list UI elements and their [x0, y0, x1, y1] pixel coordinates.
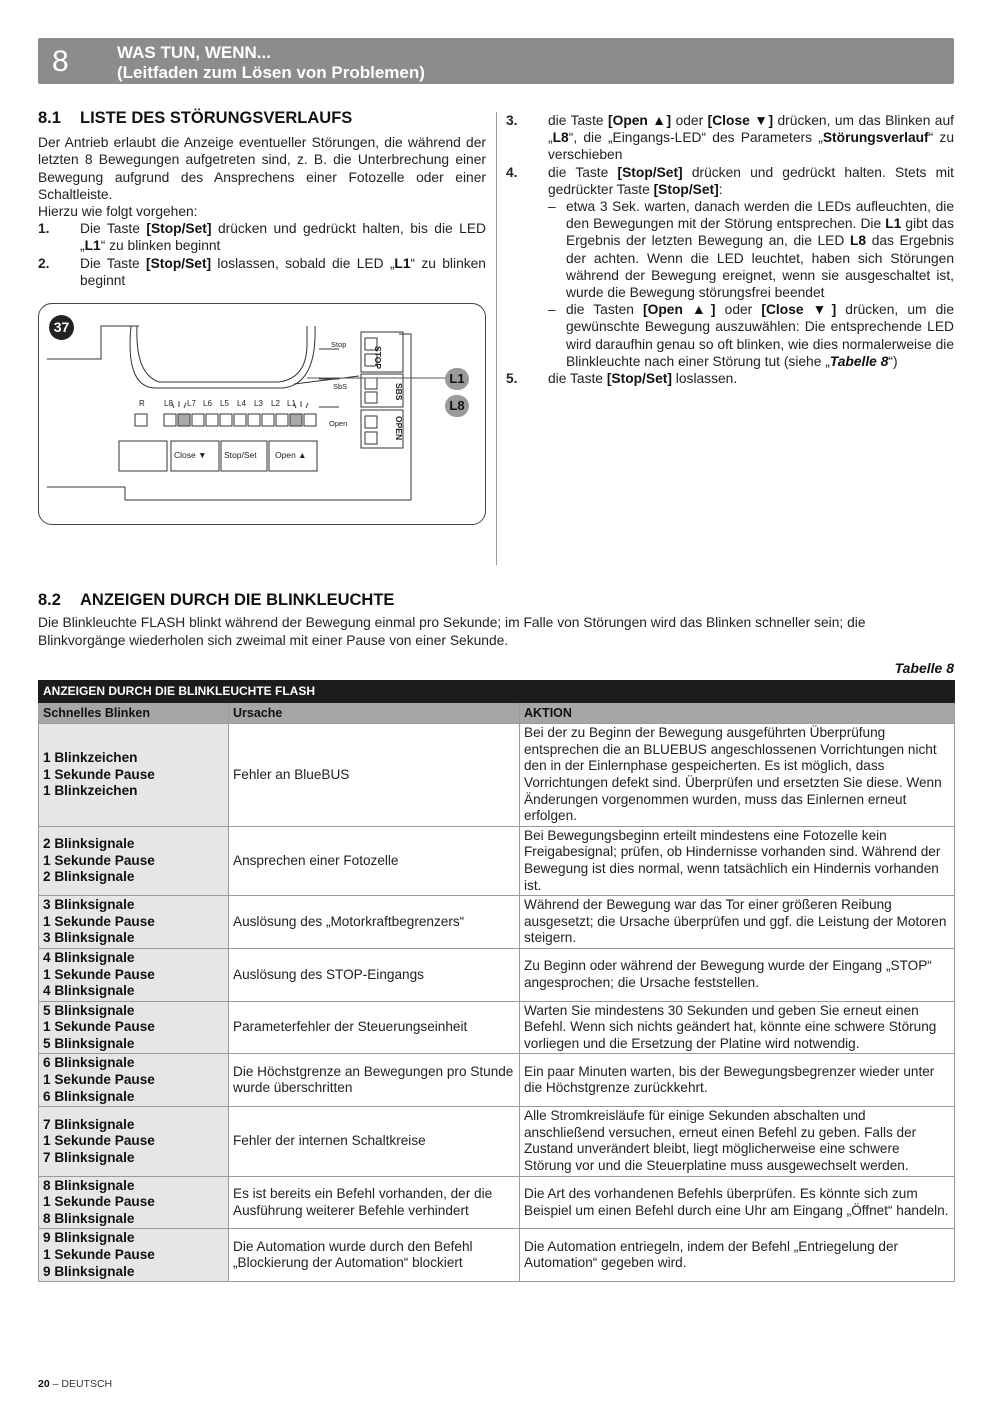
- terminal-label-sbs: SbS: [333, 382, 348, 391]
- section-8-1-heading: 8.1 LISTE DES STÖRUNGSVERLAUFS: [38, 109, 353, 127]
- blink-pattern-cell: [39, 826, 229, 895]
- table-caption: Tabelle 8: [894, 660, 954, 676]
- section-8-2: [38, 592, 954, 649]
- blink-pattern-line: 8 Blinksignale: [43, 1210, 135, 1226]
- table-row: [39, 724, 955, 827]
- blink-pattern-line: 3 Blinksignale: [43, 930, 135, 946]
- cause-cell: Fehler an BlueBUS: [229, 724, 520, 827]
- blink-pattern-line: 6 Blinksignale: [43, 1055, 135, 1071]
- blink-pattern-line: 8 Blinksignale: [43, 1177, 135, 1193]
- callout-l8: L8: [445, 395, 469, 417]
- figure-number-badge: 37: [49, 315, 74, 340]
- blink-pattern-line: 1 Blinkzeichen: [43, 750, 138, 766]
- steps-list-left: [38, 220, 486, 289]
- blink-pattern-line: 1 Sekunde Pause: [43, 1072, 155, 1088]
- cause-cell: Die Höchstgrenze an Bewegungen pro Stunde wurde überschritten: [229, 1054, 520, 1107]
- step-4-substeps: [548, 198, 954, 370]
- blink-pattern-line: 6 Blinksignale: [43, 1088, 135, 1104]
- blink-pattern-line: 9 Blinksignale: [43, 1230, 135, 1246]
- blink-pattern-cell: [39, 1054, 229, 1107]
- step-1: 1. Die Taste [Stop/Set] drücken und gedrückt halten, bis die LED „L1“ zu blinken beginnt: [38, 221, 486, 254]
- figure-37-control-unit: [38, 303, 486, 525]
- action-cell: Bei der zu Beginn der Bewegung ausgeführten Überprüfung entsprechen die an BLUEBUS angeschlossenen Vorrichtungen nicht den in der Einlernphase gespeicherten. Es ist möglich, dass Vorrichtungen defekt sind. Überprüfen und ersetzten Sie diese. Wenn Änderungen vorgenommen wurden, muss das Einlernen erneut erfolgen.: [520, 724, 955, 827]
- action-cell: Während der Bewegung war das Tor einer größeren Reibung ausgesetzt; die Ursache überprüfen und ggf. die Leistung der Motoren steigern.: [520, 896, 955, 949]
- header-cause: Ursache: [229, 702, 520, 724]
- page-number: 20: [38, 1378, 50, 1390]
- table-row: [39, 826, 955, 895]
- table-row: [39, 1054, 955, 1107]
- open-button-label: Open ▲: [275, 450, 307, 460]
- blink-pattern-cell: [39, 1001, 229, 1054]
- blink-pattern-line: 1 Blinkzeichen: [43, 783, 138, 799]
- blink-pattern-line: 7 Blinksignale: [43, 1116, 135, 1132]
- action-cell: Alle Stromkreisläufe für einige Sekunden abschalten und anschließend versuchen, erneut einen Befehl zu geben. Falls der Zustand unverändert bleibt, liegt möglicherweise eine schwere Störung vor und die Steuerplatine muss ausgewechselt werden.: [520, 1107, 955, 1176]
- section-8-2-heading: 8.2 ANZEIGEN DURCH DIE BLINKLEUCHTE: [38, 591, 395, 609]
- blink-pattern-line: 1 Sekunde Pause: [43, 913, 155, 929]
- terminal-label-stop: Stop: [331, 340, 347, 349]
- section-8-1-intro2: Hierzu wie folgt vorgehen:: [38, 204, 198, 220]
- table-title-row: [39, 681, 955, 703]
- section-8-1-right-column: [506, 112, 954, 387]
- action-cell: Die Automation entriegeln, indem der Befehl „Entriegelung der Automation“ gegeben wird.: [520, 1229, 955, 1282]
- blink-pattern-line: 1 Sekunde Pause: [43, 1133, 155, 1149]
- terminal-block-stop: STOP: [373, 346, 383, 369]
- cause-cell: Parameterfehler der Steuerungseinheit: [229, 1001, 520, 1054]
- table-title: ANZEIGEN DURCH DIE BLINKLEUCHTE FLASH: [39, 681, 955, 703]
- action-cell: Die Art des vorhandenen Befehls überprüfen. Es könnte sich zum Beispiel um einen Befehl durch eine Uhr am Eingang „Öffnet“ handeln.: [520, 1176, 955, 1229]
- header-blink: Schnelles Blinken: [39, 702, 229, 724]
- blink-pattern-line: 4 Blinksignale: [43, 949, 135, 965]
- blink-pattern-line: 4 Blinksignale: [43, 983, 135, 999]
- page-footer: [38, 1378, 112, 1390]
- close-button-label: Close ▼: [174, 450, 207, 460]
- blink-pattern-cell: [39, 1107, 229, 1176]
- blink-pattern-line: 3 Blinksignale: [43, 897, 135, 913]
- blink-pattern-line: 1 Sekunde Pause: [43, 852, 155, 868]
- table-row: [39, 948, 955, 1001]
- blink-pattern-line: 2 Blinksignale: [43, 836, 135, 852]
- table-row: [39, 1001, 955, 1054]
- blink-pattern-cell: [39, 724, 229, 827]
- chapter-title-line2: (Leitfaden zum Lösen von Problemen): [117, 63, 425, 82]
- step-2: 2. Die Taste [Stop/Set] loslassen, sobald die LED „L1“ zu blinken beginnt: [38, 255, 486, 288]
- cause-cell: Die Automation wurde durch den Befehl „Blockierung der Automation“ blockiert: [229, 1229, 520, 1282]
- led-label-l1: L1: [287, 399, 296, 408]
- action-cell: Ein paar Minuten warten, bis der Bewegungsbegrenzer wieder unter die Höchstgrenze zurückkehrt.: [520, 1054, 955, 1107]
- cause-cell: Auslösung des „Motorkraftbegrenzers“: [229, 896, 520, 949]
- chapter-title-line1: WAS TUN, WENN...: [117, 43, 271, 62]
- led-label-r: R: [139, 399, 145, 408]
- substep-select: – die Tasten [Open ▲] oder [Close ▼] drücken, um die gewünschte Bewegung auszuwählen: Die entsprechende LED wird daraufhin genau so oft blinken, wie dies normalerweise die Blinkleuchte nach einer Störung tut (siehe „Tabelle 8“): [548, 302, 955, 369]
- terminal-block-sbs: SBS: [394, 383, 404, 401]
- blink-pattern-line: 1 Sekunde Pause: [43, 1019, 155, 1035]
- callout-l1: L1: [445, 368, 469, 390]
- step-4: 4. die Taste [Stop/Set] drücken und gedrückt halten. Stets mit gedrückter Taste [Stop/Set]: – etwa 3 Sek. warten, danach werden die LEDs aufleuchten, die den Bewegungen mit der Störung entsprechen. Die L1 gibt das Ergebnis der letzten Bewegung an, die LED L8 das Ergebnis der achten. Wenn die LED leuchtet, haben sich Störungen während der Bewegung ereignet, wenn sie ausgeschaltet ist, wurde die Bewegung störungsfrei beendet – die Tasten [Open ▲] oder [Close ▼] drücken, um die gewünschte Bewegung auszuwählen: Die entsprechende LED wird daraufhin genau so oft blinken, wie dies normalerweise die Blinkleuchte nach einer Störung tut (siehe „Tabelle 8“): [506, 164, 955, 369]
- section-8-1-left-column: [38, 110, 486, 289]
- blink-pattern-line: 1 Sekunde Pause: [43, 966, 155, 982]
- blink-pattern-cell: [39, 896, 229, 949]
- blink-pattern-cell: [39, 948, 229, 1001]
- action-cell: Warten Sie mindestens 30 Sekunden und geben Sie erneut einen Befehl. Wenn sich nichts geändert hat, könnte eine schwere Störung vorliegen und die Ersetzung der Platine wird notwendig.: [520, 1001, 955, 1054]
- cause-cell: Ansprechen einer Fotozelle: [229, 826, 520, 895]
- blink-pattern-line: 1 Sekunde Pause: [43, 1194, 155, 1210]
- cause-cell: Es ist bereits ein Befehl vorhanden, der die Ausführung weiterer Befehle verhindert: [229, 1176, 520, 1229]
- header-action: AKTION: [520, 702, 955, 724]
- substep-wait: – etwa 3 Sek. warten, danach werden die LEDs aufleuchten, die den Bewegungen mit der Störung entsprechen. Die L1 gibt das Ergebnis der letzten Bewegung an, die LED L8 das Ergebnis der achten. Wenn die LED leuchtet, haben sich Störungen während der Bewegung ereignet, wenn sie ausgeschaltet ist, wurde die Bewegung störungsfrei beendet: [548, 199, 955, 301]
- column-divider: [496, 112, 497, 565]
- blink-pattern-line: 7 Blinksignale: [43, 1149, 135, 1165]
- section-8-1-intro: Der Antrieb erlaubt die Anzeige eventueller Störungen, die während der letzten 8 Bewegungen aufgetreten sind, z. B. die Unterbrechung einer Bewegung aufgrund des Ansprechens einer Fotozelle oder einer Schaltleiste.: [38, 135, 486, 202]
- control-unit-illustration: [39, 304, 487, 526]
- stop-set-button-label: Stop/Set: [224, 450, 257, 460]
- led-label-l8: L8: [164, 399, 173, 408]
- action-cell: Zu Beginn oder während der Bewegung wurde der Eingang „STOP“ angesprochen; die Ursache feststellen.: [520, 948, 955, 1001]
- blink-pattern-line: 2 Blinksignale: [43, 869, 135, 885]
- blink-pattern-line: 5 Blinksignale: [43, 1002, 135, 1018]
- cause-cell: Auslösung des STOP-Eingangs: [229, 948, 520, 1001]
- table-row: [39, 1229, 955, 1282]
- step-5: 5. die Taste [Stop/Set] loslassen.: [506, 371, 738, 387]
- chapter-header: [38, 38, 954, 84]
- cause-cell: Fehler der internen Schaltkreise: [229, 1107, 520, 1176]
- table-row: [39, 896, 955, 949]
- led-label-l4: L4: [237, 399, 246, 408]
- led-label-l5: L5: [220, 399, 229, 408]
- chapter-number: 8: [52, 45, 69, 78]
- led-label-l2: L2: [271, 399, 280, 408]
- blink-pattern-line: 9 Blinksignale: [43, 1263, 135, 1279]
- blink-pattern-cell: [39, 1176, 229, 1229]
- step-3: 3. die Taste [Open ▲] oder [Close ▼] drücken, um das Blinken auf „L8“, die „Eingangs-LED“ des Parameters „Störungsverlauf“ zu verschieben: [506, 113, 955, 163]
- led-label-l6: L6: [203, 399, 212, 408]
- led-label-l7: L7: [187, 399, 196, 408]
- table-row: [39, 1176, 955, 1229]
- flash-signals-table: [38, 680, 955, 1282]
- blink-pattern-cell: [39, 1229, 229, 1282]
- footer-language: – DEUTSCH: [49, 1378, 113, 1390]
- blink-pattern-line: 1 Sekunde Pause: [43, 1247, 155, 1262]
- table-header-row: [39, 702, 955, 724]
- table-row: [39, 1107, 955, 1176]
- steps-list-right: [506, 112, 954, 387]
- blink-pattern-line: 1 Sekunde Pause: [43, 766, 155, 782]
- action-cell: Bei Bewegungsbeginn erteilt mindestens eine Fotozelle kein Freigabesignal; prüfen, ob Hindernisse vorhanden sind. Während der Bewegung ist dies normal, wenn tatsächlich ein Hindernis vorhanden ist.: [520, 826, 955, 895]
- terminal-label-open: Open: [329, 419, 348, 428]
- led-label-l3: L3: [254, 399, 263, 408]
- section-8-2-text: Die Blinkleuchte FLASH blinkt während der Bewegung einmal pro Sekunde; im Falle von Störungen wird das Blinken schneller sein; die Blinkvorgänge wiederholen sich zweimal mit einer Pause von einer Sekunde.: [38, 615, 866, 648]
- blink-pattern-line: 5 Blinksignale: [43, 1035, 135, 1051]
- terminal-block-open: OPEN: [394, 416, 404, 441]
